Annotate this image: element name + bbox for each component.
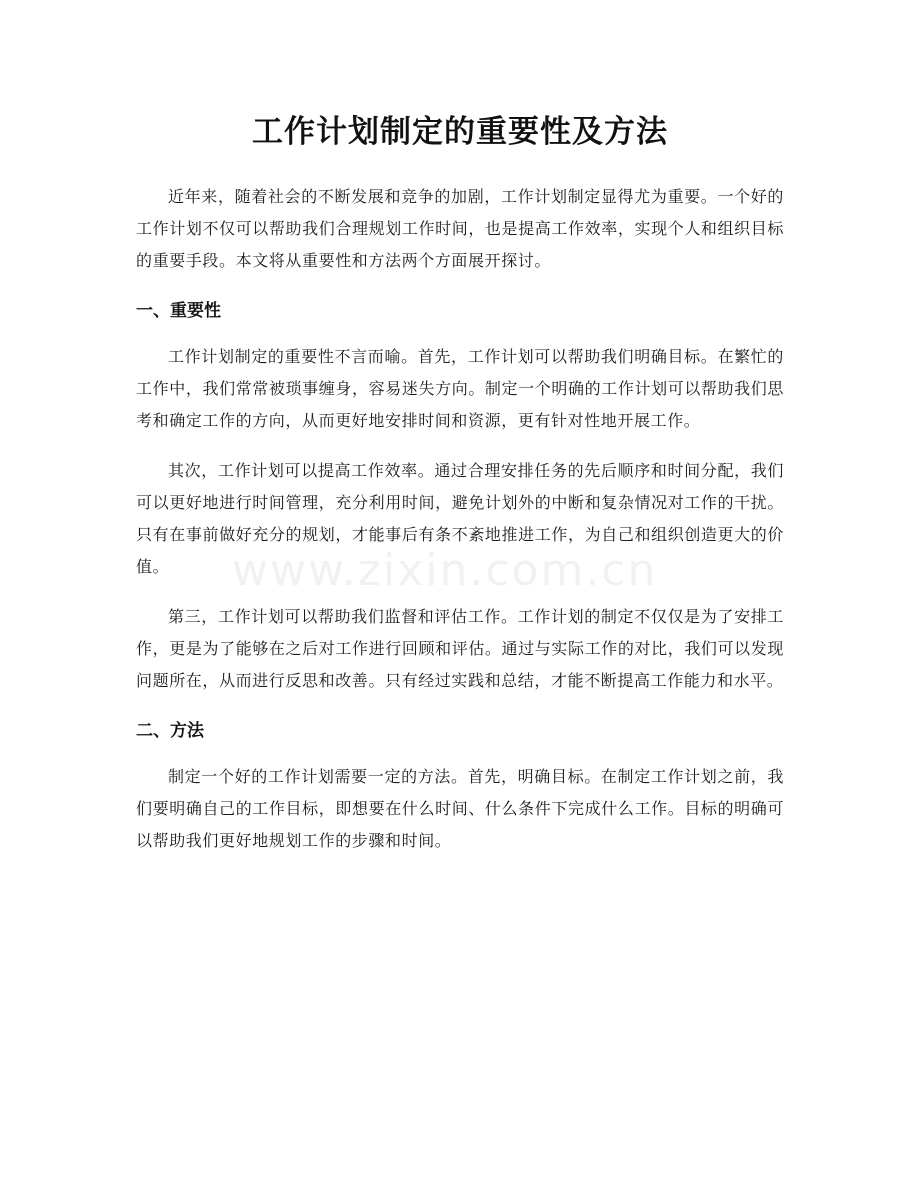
document-body (136, 181, 784, 875)
section-heading-importance: 一、重要性 (136, 301, 221, 321)
intro-paragraph: 近年来，随着社会的不断发展和竞争的加剧，工作计划制定显得尤为重要。一个好的工作计划不仅可以帮助我们合理规划工作时间，也是提高工作效率，实现个人和组织目标的重要手段。本文将从重要性和方法两个方面展开探讨。 (136, 187, 784, 270)
watermark: www.zixin.com.cn (232, 545, 658, 596)
importance-paragraph-3: 第三，工作计划可以帮助我们监督和评估工作。工作计划的制定不仅仅是为了安排工作，更是为了能够在之后对工作进行回顾和评估。通过与实际工作的对比，我们可以发现问题所在，从而进行反思和改善。只有经过实践和总结，才能不断提高工作能力和水平。 (136, 607, 784, 690)
importance-paragraph-1: 工作计划制定的重要性不言而喻。首先，工作计划可以帮助我们明确目标。在繁忙的工作中，我们常常被琐事缠身，容易迷失方向。制定一个明确的工作计划可以帮助我们思考和确定工作的方向，从而更好地安排时间和资源，更有针对性地开展工作。 (136, 347, 784, 430)
methods-paragraph-1: 制定一个好的工作计划需要一定的方法。首先，明确目标。在制定工作计划之前，我们要明确自己的工作目标，即想要在什么时间、什么条件下完成什么工作。目标的明确可以帮助我们更好地规划工作的步骤和时间。 (136, 767, 784, 850)
page-title: 工作计划制定的重要性及方法 (252, 114, 668, 150)
section-heading-methods: 二、方法 (136, 721, 204, 741)
importance-paragraph-2: 其次，工作计划可以提高工作效率。通过合理安排任务的先后顺序和时间分配，我们可以更好地进行时间管理，充分利用时间，避免计划外的中断和复杂情况对工作的干扰。只有在事前做好充分的规划，才能事后有条不紊地推进工作，为自己和组织创造更大的价值。 (136, 461, 784, 576)
